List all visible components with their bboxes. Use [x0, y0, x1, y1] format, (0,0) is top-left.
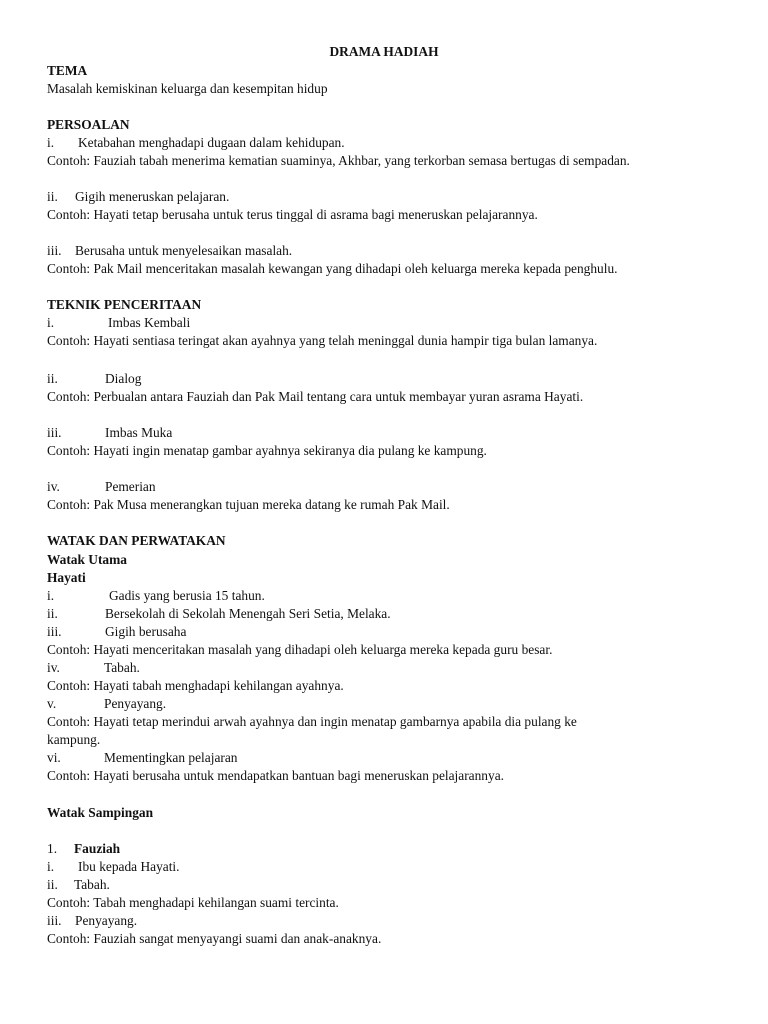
contoh-text: Contoh: Hayati sentiasa teringat akan ayahnya yang telah meninggal dunia hampir tiga bulan lamanya.	[47, 333, 598, 348]
list-number: v.	[47, 696, 57, 711]
list-number: iii.	[47, 243, 62, 258]
teknik-item: Imbas Kembali	[108, 315, 191, 330]
contoh-text: Contoh: Pak Mail menceritakan masalah kewangan yang dihadapi oleh keluarga mereka kepada penghulu.	[47, 261, 618, 276]
list-number: ii.	[47, 189, 58, 204]
persoalan-item: Ketabahan menghadapi dugaan dalam kehidupan.	[78, 135, 345, 150]
teknik-item: Dialog	[105, 371, 142, 386]
hayati-heading: Hayati	[47, 570, 86, 585]
watak-trait: Tabah.	[104, 660, 140, 675]
persoalan-heading: PERSOALAN	[47, 117, 130, 132]
watak-trait: Penyayang.	[104, 696, 167, 711]
watak-trait: Penyayang.	[75, 913, 138, 928]
document-title: DRAMA HADIAH	[329, 44, 439, 59]
list-number: ii.	[47, 877, 58, 892]
list-number: iv.	[47, 660, 60, 675]
contoh-text: Contoh: Hayati tetap merindui arwah ayahnya dan ingin menatap gambarnya apabila dia pulang ke	[47, 714, 577, 729]
contoh-text: Contoh: Hayati berusaha untuk mendapatkan bantuan bagi meneruskan pelajarannya.	[47, 768, 504, 783]
teknik-item: Pemerian	[105, 479, 156, 494]
list-number: vi.	[47, 750, 61, 765]
list-number: iv.	[47, 479, 60, 494]
contoh-text: Contoh: Hayati menceritakan masalah yang dihadapi oleh keluarga mereka kepada guru besar.	[47, 642, 553, 657]
contoh-text: Contoh: Tabah menghadapi kehilangan suami tercinta.	[47, 895, 339, 910]
contoh-text: Contoh: Pak Musa menerangkan tujuan mereka datang ke rumah Pak Mail.	[47, 497, 450, 512]
watak-heading: WATAK DAN PERWATAKAN	[47, 533, 226, 548]
list-number: i.	[47, 135, 55, 150]
list-number: ii.	[47, 371, 58, 386]
list-number: i.	[47, 315, 55, 330]
contoh-text: Contoh: Hayati tabah menghadapi kehilangan ayahnya.	[47, 678, 344, 693]
watak-trait: Tabah.	[74, 877, 110, 892]
teknik-item: Imbas Muka	[105, 425, 173, 440]
contoh-text: Contoh: Hayati tetap berusaha untuk terus tinggal di asrama bagi meneruskan pelajarannya.	[47, 207, 538, 222]
watak-trait: Gigih berusaha	[105, 624, 187, 639]
persoalan-item: Gigih meneruskan pelajaran.	[75, 189, 230, 204]
tema-heading: TEMA	[47, 63, 88, 78]
teknik-heading: TEKNIK PENCERITAAN	[47, 297, 202, 312]
fauziah-heading: Fauziah	[74, 841, 121, 856]
list-number: i.	[47, 588, 55, 603]
list-number: ii.	[47, 606, 58, 621]
list-number: i.	[47, 859, 55, 874]
watak-trait: Bersekolah di Sekolah Menengah Seri Setia, Melaka.	[105, 606, 391, 621]
list-number: iii.	[47, 624, 62, 639]
contoh-text: Contoh: Fauziah tabah menerima kematian suaminya, Akhbar, yang terkorban semasa bertugas di sempadan.	[47, 153, 630, 168]
contoh-text: Contoh: Fauziah sangat menyayangi suami dan anak-anaknya.	[47, 931, 382, 946]
watak-trait: Gadis yang berusia 15 tahun.	[109, 588, 265, 603]
contoh-text-continued: kampung.	[47, 732, 101, 747]
list-number: iii.	[47, 913, 62, 928]
watak-trait: Mementingkan pelajaran	[104, 750, 238, 765]
persoalan-item: Berusaha untuk menyelesaikan masalah.	[75, 243, 293, 258]
watak-trait: Ibu kepada Hayati.	[78, 859, 180, 874]
watak-sampingan-heading: Watak Sampingan	[47, 805, 154, 820]
contoh-text: Contoh: Hayati ingin menatap gambar ayahnya sekiranya dia pulang ke kampung.	[47, 443, 487, 458]
list-number: 1.	[47, 841, 58, 856]
tema-text: Masalah kemiskinan keluarga dan kesempitan hidup	[47, 81, 328, 96]
contoh-text: Contoh: Perbualan antara Fauziah dan Pak Mail tentang cara untuk membayar yuran asrama Hayati.	[47, 389, 584, 404]
list-number: iii.	[47, 425, 62, 440]
watak-utama-heading: Watak Utama	[47, 552, 127, 567]
